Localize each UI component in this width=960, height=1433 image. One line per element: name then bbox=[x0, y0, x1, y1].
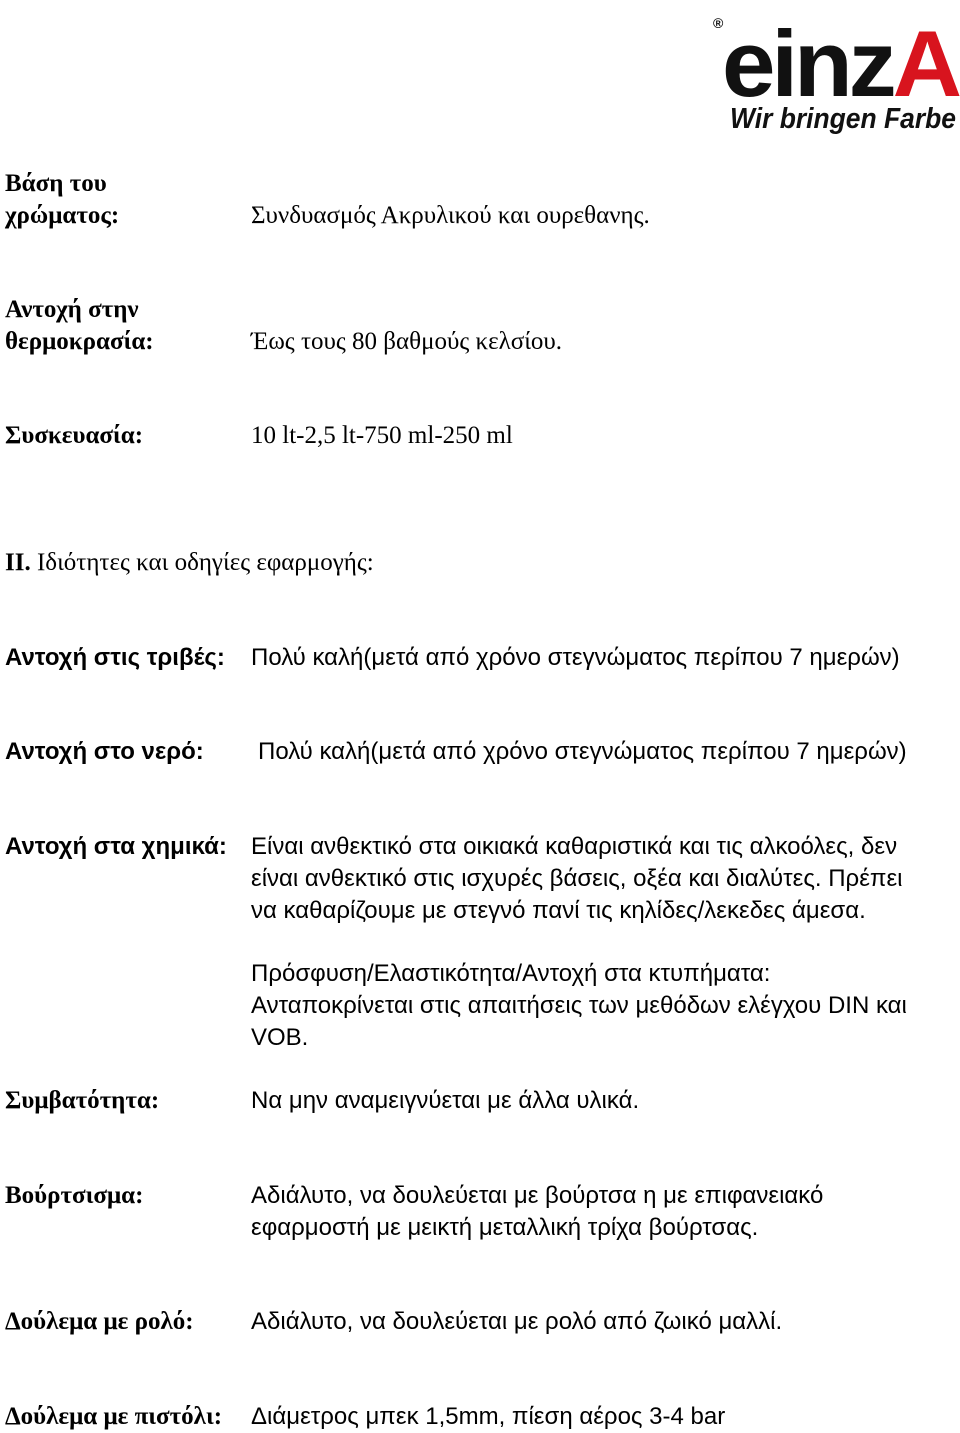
roller-label: Δούλεμα με ρολό: bbox=[5, 1308, 194, 1335]
abrasion-label: Αντοχή στις τριβές: bbox=[5, 644, 225, 671]
compatibility-label: Συμβατότητα: bbox=[5, 1087, 160, 1114]
chemicals-line-2: είναι ανθεκτικό στις ισχυρές βάσεις, οξέα και διαλύτες. Πρέπει bbox=[251, 865, 903, 892]
einza-logo-graphic bbox=[708, 4, 960, 136]
brushing-line-1: Αδιάλυτο, να δουλεύεται με βούρτσα η με επιφανειακό bbox=[251, 1182, 824, 1209]
adhesion-line-2: Ανταποκρίνεται στις απαιτήσεις των μεθόδων ελέγχου DIN και bbox=[251, 992, 907, 1019]
einza-logo bbox=[708, 4, 960, 136]
registered-mark: ® bbox=[713, 15, 724, 31]
water-value: Πολύ καλή(μετά από χρόνο στεγνώματος περίπου 7 ημερών) bbox=[258, 738, 907, 765]
water-label: Αντοχή στο νερό: bbox=[5, 738, 204, 765]
brand-wordmark: einzA bbox=[722, 11, 957, 116]
brand-tagline: Wir bringen Farbe bbox=[730, 103, 956, 135]
compatibility-value: Να μην αναμειγνύεται με άλλα υλικά. bbox=[251, 1087, 640, 1114]
chemicals-line-3: να καθαρίζουμε με στεγνό πανί τις κηλίδες/λεκεδες άμεσα. bbox=[251, 897, 866, 924]
base-label-line1: Βάση του bbox=[5, 170, 107, 197]
section-number: ΙΙ. bbox=[5, 549, 31, 576]
adhesion-line-3: VOB. bbox=[251, 1024, 309, 1051]
brushing-line-2: εφαρμοστή με μεικτή μεταλλική τρίχα βούρτσας. bbox=[251, 1214, 759, 1241]
adhesion-line-1: Πρόσφυση/Ελαστικότητα/Αντοχή στα κτυπήματα: bbox=[251, 960, 771, 987]
packaging-label: Συσκευασία: bbox=[5, 422, 144, 449]
section-title: Ιδιότητες και οδηγίες εφαρμογής: bbox=[36, 549, 374, 576]
spray-label: Δούλεμα με πιστόλι: bbox=[5, 1403, 223, 1430]
chemicals-line-1: Είναι ανθεκτικό στα οικιακά καθαριστικά και τις αλκοόλες, δεν bbox=[251, 833, 898, 860]
spray-value: Διάμετρος μπεκ 1,5mm, πίεση αέρος 3-4 bar bbox=[251, 1403, 726, 1430]
temperature-value: Έως τους 80 βαθμούς κελσίου. bbox=[251, 328, 563, 355]
base-label-line2: χρώματος: bbox=[5, 202, 120, 229]
base-value: Συνδυασμός Ακρυλικού και ουρεθανης. bbox=[251, 202, 650, 229]
temperature-label-line1: Αντοχή στην bbox=[5, 296, 139, 323]
section-heading bbox=[5, 547, 374, 579]
brushing-label: Βούρτσισμα: bbox=[5, 1182, 144, 1209]
abrasion-value: Πολύ καλή(μετά από χρόνο στεγνώματος περίπου 7 ημερών) bbox=[251, 644, 900, 671]
temperature-label-line2: θερμοκρασία: bbox=[5, 328, 154, 355]
packaging-value: 10 lt-2,5 lt-750 ml-250 ml bbox=[251, 422, 513, 449]
chemicals-label: Αντοχή στα χημικά: bbox=[5, 833, 227, 860]
roller-value: Αδιάλυτο, να δουλεύεται με ρολό από ζωικό μαλλί. bbox=[251, 1308, 783, 1335]
